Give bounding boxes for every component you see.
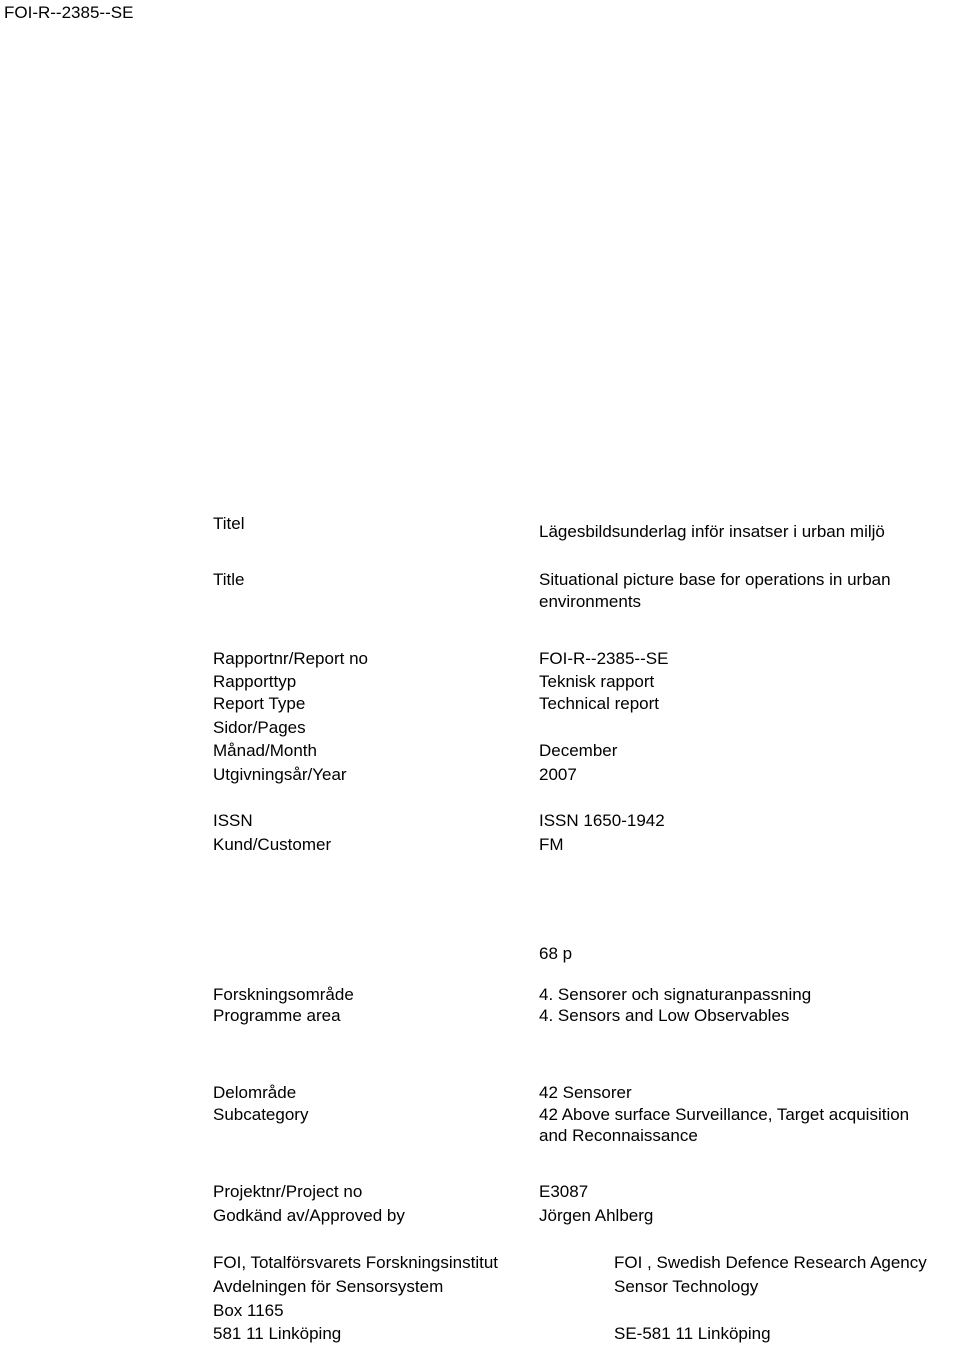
rapporttyp-label: Rapporttyp [213,672,297,691]
month-value: December [539,741,618,760]
pages-label: Sidor/Pages [213,718,306,737]
approved-by-label: Godkänd av/Approved by [213,1206,405,1225]
subcategory-en-value-line1: 42 Above surface Surveillance, Target acquisition [539,1105,910,1124]
report-no-label: Rapportnr/Report no [213,649,368,668]
footer-sv-line3: Box 1165 [213,1301,284,1320]
subcategory-sv-label: Delområde [213,1083,297,1102]
issn-label: ISSN [213,811,253,830]
footer-en-line2: Sensor Technology [614,1277,759,1296]
programme-en-label: Programme area [213,1006,341,1025]
subcategory-en-value-line2: and Reconnaissance [539,1126,698,1145]
report-type-value: Technical report [539,694,660,713]
footer-en-line1: FOI , Swedish Defence Research Agency [614,1253,927,1272]
approved-by-value: Jörgen Ahlberg [539,1206,654,1225]
subcategory-en-label: Subcategory [213,1105,309,1124]
footer-sv-line2: Avdelningen för Sensorsystem [213,1277,444,1296]
project-no-value: E3087 [539,1182,589,1201]
programme-sv-value: 4. Sensorer och signaturanpassning [539,985,812,1004]
month-label: Månad/Month [213,741,317,760]
year-value: 2007 [539,765,577,784]
year-label: Utgivningsår/Year [213,765,347,784]
project-no-label: Projektnr/Project no [213,1182,363,1201]
titel-value: Lägesbildsunderlag inför insatser i urban miljö [539,522,885,541]
programme-en-value: 4. Sensors and Low Observables [539,1006,790,1025]
programme-sv-label: Forskningsområde [213,985,354,1004]
issn-value: ISSN 1650-1942 [539,811,665,830]
pages-value: 68 p [539,944,573,963]
title-value-line1: Situational picture base for operations in urban [539,570,891,589]
customer-value: FM [539,835,564,854]
customer-label: Kund/Customer [213,835,332,854]
footer-sv-line4: 581 11 Linköping [213,1324,342,1343]
title-label: Title [213,570,245,589]
subcategory-sv-value: 42 Sensorer [539,1083,632,1102]
report-type-label: Report Type [213,694,306,713]
title-value-line2: environments [539,592,642,611]
report-id-header: FOI-R--2385--SE [4,3,134,22]
rapporttyp-value: Teknisk rapport [539,672,655,691]
footer-sv-line1: FOI, Totalförsvarets Forskningsinstitut [213,1253,499,1272]
footer-en-line4: SE-581 11 Linköping [614,1324,771,1343]
report-no-value: FOI-R--2385--SE [539,649,669,668]
titel-label: Titel [213,514,245,533]
